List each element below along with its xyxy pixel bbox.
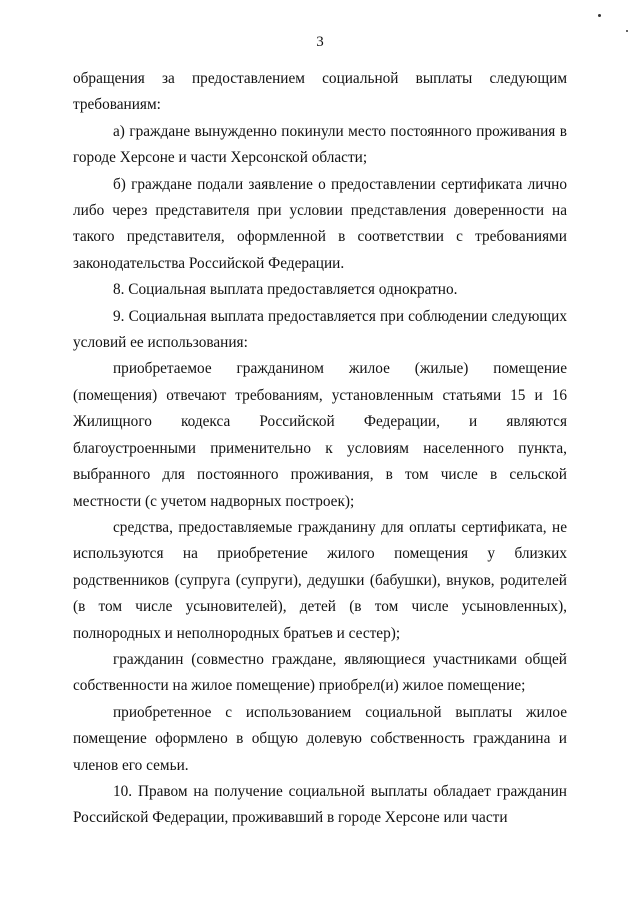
paragraph-item-b: б) граждане подали заявление о предоставлении сертификата лично либо через представителя при условии представления доверенности на такого представителя, оформленной в соответствии с требованиями законодательства Российской Федерации.: [73, 175, 567, 272]
paragraph-condition-relatives: средства, предоставляемые гражданину для оплаты сертификата, не используются на приобретение жилого помещения у близких родственников (супруга (супруги), дедушки (бабушки), внуков, родителей (в том числе усыновителей), детей (в том числе усыновленных), полнородных и неполнородных братьев и сестер);: [73, 518, 567, 642]
paragraph-condition-acquired: гражданин (совместно граждане, являющиеся участниками общей собственности на жилое помещение) приобрел(и) жилое помещение;: [73, 650, 567, 695]
paragraph-requirements-intro: обращения за предоставлением социальной выплаты следующим требованиям:: [73, 70, 567, 114]
paragraph-condition-ownership: приобретенное с использованием социальной выплаты жилое помещение оформлено в общую долевую собственность гражданина и членов его семьи.: [73, 703, 567, 774]
paragraph-clause-8: 8. Социальная выплата предоставляется однократно.: [113, 281, 458, 299]
paragraph-condition-housing: приобретаемое гражданином жилое (жилые) помещение (помещения) отвечают требованиям, установленным статьями 15 и 16 Жилищного кодекса Российской Федерации, и являются благоустроенными применительно к условиям населенного пункта, выбранного для постоянного проживания, в том числе в сельской местности (с учетом надворных построек);: [73, 360, 567, 510]
scan-speck: [598, 14, 601, 17]
paragraph-clause-10: 10. Правом на получение социальной выплаты обладает гражданин Российской Федерации, проживавший в городе Херсоне или части: [73, 782, 567, 827]
paragraph-item-a: а) граждане вынужденно покинули место постоянного проживания в городе Херсоне и части Херсонской области;: [73, 122, 567, 167]
scan-speck: [626, 30, 628, 32]
page-number: 3: [316, 34, 324, 50]
document-body: [73, 66, 567, 832]
paragraph-clause-9: 9. Социальная выплата предоставляется при соблюдении следующих условий ее использования:: [73, 307, 567, 352]
